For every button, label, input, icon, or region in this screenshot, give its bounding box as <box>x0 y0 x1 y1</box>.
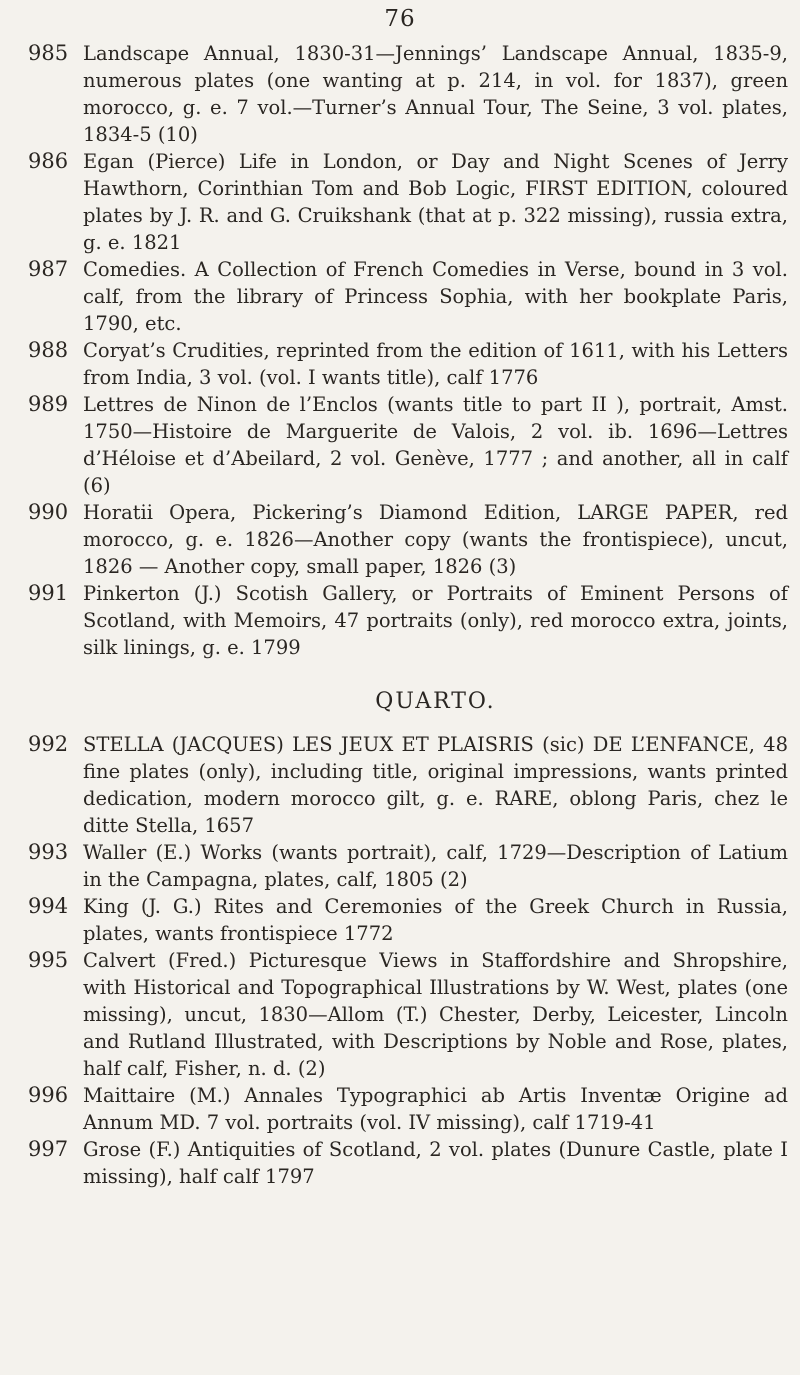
catalogue-entry <box>28 580 788 661</box>
lot-description: Maittaire (M.) Annales Typographici ab Artis Inventæ Origine ad Annum MD. 7 vol. portraits (vol. IV missing), calf 1719-41 <box>83 1084 788 1134</box>
catalogue-entry <box>28 391 788 499</box>
catalogue-entry <box>28 337 788 391</box>
lot-number: 993 <box>28 840 69 864</box>
catalogue-entry <box>28 947 788 1082</box>
lot-number: 985 <box>28 41 69 65</box>
catalogue-entry <box>28 839 788 893</box>
catalogue-entry <box>28 731 788 839</box>
quarto-entries <box>28 731 788 1190</box>
catalogue-entry <box>28 499 788 580</box>
lot-description: Comedies. A Collection of French Comedies in Verse, bound in 3 vol. calf, from the library of Princess Sophia, with her bookplate Paris, 1790, etc. <box>83 258 788 335</box>
lot-number: 989 <box>28 392 69 416</box>
entries-list <box>28 40 788 1190</box>
lot-description: Lettres de Ninon de l’Enclos (wants title to part II ), portrait, Amst. 1750—Histoire de Marguerite de Valois, 2 vol. ib. 1696—Lettres d’Héloise et d’Abeilard, 2 vol. Genève, 1777 ; and another, all in calf (6) <box>83 393 788 497</box>
lot-description: Horatii Opera, Pickering’s Diamond Edition, LARGE PAPER, red morocco, g. e. 1826—Another copy (wants the frontispiece), uncut, 1826 — Another copy, small paper, 1826 (3) <box>83 501 788 578</box>
lot-number: 997 <box>28 1137 69 1161</box>
lot-number: 996 <box>28 1083 69 1107</box>
lot-number: 991 <box>28 581 69 605</box>
lot-description: King (J. G.) Rites and Ceremonies of the Greek Church in Russia, plates, wants frontispiece 1772 <box>83 895 788 945</box>
lot-number: 994 <box>28 894 69 918</box>
lot-description: Landscape Annual, 1830-31—Jennings’ Landscape Annual, 1835-9, numerous plates (one wanting at p. 214, in vol. for 1837), green morocco, g. e. 7 vol.—Turner’s Annual Tour, The Seine, 3 vol. plates, 1834-5 (10) <box>83 42 788 146</box>
lot-number: 990 <box>28 500 69 524</box>
lot-description: STELLA (JACQUES) LES JEUX ET PLAISRIS (sic) DE L’ENFANCE, 48 fine plates (only), including title, original impressions, wants printed dedication, modern morocco gilt, g. e. RARE, oblong Paris, chez le ditte Stella, 1657 <box>83 733 788 837</box>
section-heading-quarto: QUARTO. <box>375 689 496 714</box>
octavo-entries <box>28 40 788 661</box>
lot-description: Pinkerton (J.) Scotish Gallery, or Portraits of Eminent Persons of Scotland, with Memoirs, 47 portraits (only), red morocco extra, joints, silk linings, g. e. 1799 <box>83 582 788 659</box>
lot-description: Waller (E.) Works (wants portrait), calf, 1729—Description of Latium in the Campagna, plates, calf, 1805 (2) <box>83 841 788 891</box>
lot-description: Calvert (Fred.) Picturesque Views in Staffordshire and Shropshire, with Historical and Topographical Illustrations by W. West, plates (one missing), uncut, 1830—Allom (T.) Chester, Derby, Leicester, Lincoln and Rutland Illustrated, with Descriptions by Noble and Rose, plates, half calf, Fisher, n. d. (2) <box>83 949 788 1080</box>
lot-number: 992 <box>28 732 69 756</box>
catalogue-entry <box>28 256 788 337</box>
catalogue-entry <box>28 1082 788 1136</box>
lot-number: 988 <box>28 338 69 362</box>
catalogue-entry <box>28 893 788 947</box>
lot-number: 987 <box>28 257 69 281</box>
catalogue-entry <box>28 40 788 148</box>
catalogue-entry <box>28 148 788 256</box>
catalogue-entry <box>28 1136 788 1190</box>
lot-description: Egan (Pierce) Life in London, or Day and Night Scenes of Jerry Hawthorn, Corinthian Tom and Bob Logic, FIRST EDITION, coloured plates by J. R. and G. Cruikshank (that at p. 322 missing), russia extra, g. e. 1821 <box>83 150 788 254</box>
lot-description: Coryat’s Crudities, reprinted from the edition of 1611, with his Letters from India, 3 vol. (vol. I wants title), calf 1776 <box>83 339 788 389</box>
lot-number: 995 <box>28 948 69 972</box>
lot-number: 986 <box>28 149 69 173</box>
page-number: 76 <box>384 6 416 32</box>
lot-description: Grose (F.) Antiquities of Scotland, 2 vol. plates (Dunure Castle, plate I missing), half calf 1797 <box>83 1138 788 1188</box>
